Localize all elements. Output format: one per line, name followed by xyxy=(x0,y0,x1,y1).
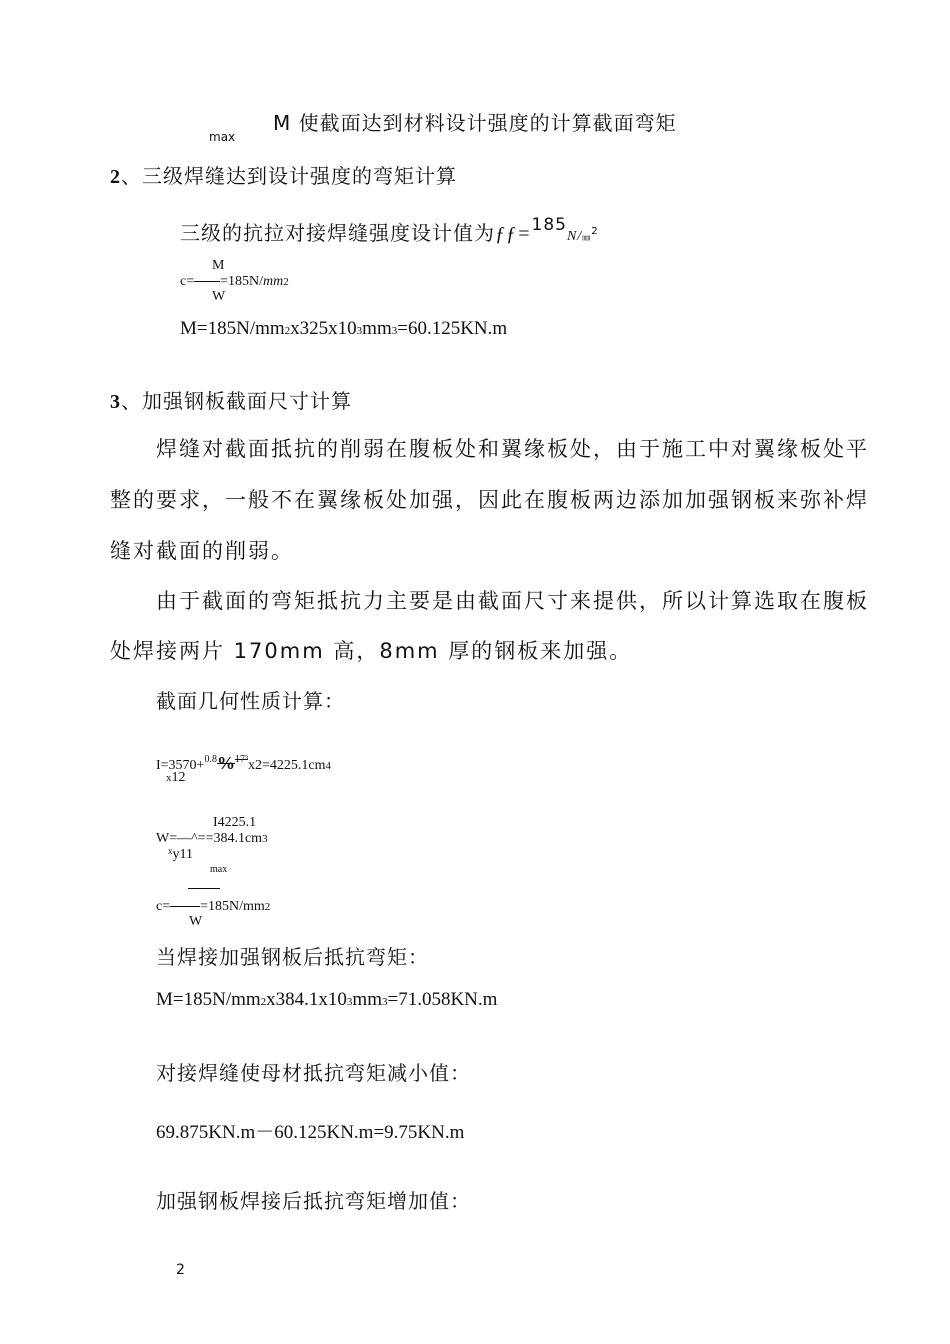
moment-1-g: =60.125KN.m xyxy=(397,318,508,339)
heading-3-number: 3 xyxy=(110,391,121,413)
moment-1-a: M=185N/mm xyxy=(180,318,285,339)
moment-2-a: M=185N/mm xyxy=(156,989,261,1010)
sigma2-exp: 2 xyxy=(264,901,271,913)
heading-3 xyxy=(110,385,352,414)
sigma2-line xyxy=(156,899,270,915)
sigma1-numerator: M xyxy=(212,258,225,273)
sigma2-overline xyxy=(188,888,220,889)
sigma1-denominator: W xyxy=(212,289,226,304)
paragraph-1-line-3: 缝对截面的削弱。 xyxy=(110,539,294,563)
w-max: max xyxy=(210,864,228,875)
sigma1-left: c= xyxy=(180,274,195,289)
design-value-text: 三级的抗拉对接焊缝强度设计值为 xyxy=(180,221,495,245)
ix-den: 12 xyxy=(171,770,186,785)
sigma1-fraction-bar xyxy=(194,281,220,282)
sigma1-right: =185N/ xyxy=(220,274,264,289)
heading-2-text: 、三级焊缝达到设计强度的弯矩计算 xyxy=(121,164,457,188)
moment-1-b: 2 xyxy=(284,325,291,337)
sigma2-fraction-bar xyxy=(170,906,200,907)
section-properties-heading: 截面几何性质计算： xyxy=(156,689,345,713)
moment-1-d: 3 xyxy=(356,325,363,337)
increase-heading: 加强钢板焊接后抵抗弯矩增加值： xyxy=(156,1189,471,1213)
heading-2-number: 2 xyxy=(110,166,121,188)
sigma1-unit: mm xyxy=(263,274,284,289)
moment-2-d: 3 xyxy=(346,996,353,1008)
moment-1-line xyxy=(180,318,507,340)
moment-2-line xyxy=(156,989,497,1011)
sigma2-denominator: W xyxy=(189,914,203,929)
moment-2-g: =71.058KN.m xyxy=(387,989,498,1010)
paragraph-2-line-1: 由于截面的弯矩抵抗力主要是由截面尺寸来提供，所以计算选取在腹板 xyxy=(156,589,869,613)
design-value-symbol: ƒƒ= xyxy=(495,223,532,245)
after-reinforcement-heading: 当焊接加强钢板后抵抗弯矩： xyxy=(156,945,429,969)
difference-formula: 69.875KN.m－60.125KN.m=9.75KN.m xyxy=(156,1122,465,1143)
design-value-number: 185 xyxy=(531,215,567,235)
ix-f: 4 xyxy=(325,760,331,772)
mmax-subscript: max xyxy=(209,130,236,144)
moment-2-b: 2 xyxy=(260,996,267,1008)
moment-2-c: x384.1x10 xyxy=(266,989,347,1010)
w-den: y11 xyxy=(172,847,193,862)
w-left: W=—^==384.1cm xyxy=(156,831,263,846)
ix-denominator-line xyxy=(166,770,186,786)
paragraph-2-line-2: 处焊接两片 170mm 高，8mm 厚的钢板来加强。 xyxy=(110,639,633,663)
ix-c: % xyxy=(216,753,235,773)
w-denominator-line xyxy=(168,847,193,863)
ix-b: 0.8 xyxy=(204,754,217,765)
ix-a: I=3570+ xyxy=(156,758,205,773)
heading-2 xyxy=(110,160,457,189)
sigma1-unit-exp: 2 xyxy=(283,276,289,288)
moment-1-c: x325x10 xyxy=(290,318,357,339)
paragraph-1-line-2: 整的要求，一般不在翼缘板处加强，因此在腹板两边添加加强钢板来弥补焊 xyxy=(110,488,869,512)
w-numerator: I4225.1 xyxy=(213,815,257,830)
mmax-definition: M 使截面达到材料设计强度的计算截面弯矩 xyxy=(273,111,677,135)
moment-1-e: mm xyxy=(362,318,392,339)
moment-2-e: mm xyxy=(352,989,382,1010)
sigma1-line xyxy=(180,274,289,290)
design-value-unit-exp: 2 xyxy=(591,226,599,237)
w-sub-x: x xyxy=(168,846,173,856)
w-formula xyxy=(156,831,268,847)
ix-e: x2=4225.1cm xyxy=(247,758,326,773)
paragraph-1-line-1: 焊缝对截面抵抗的削弱在腹板处和翼缘板处，由于施工中对翼缘板处平 xyxy=(156,437,869,461)
w-exp: 3 xyxy=(262,833,268,845)
heading-3-text: 、加强钢板截面尺寸计算 xyxy=(121,389,352,413)
page-number: 2 xyxy=(176,1262,185,1278)
reduction-heading: 对接焊缝使母材抵抗弯矩减小值： xyxy=(156,1061,471,1085)
design-value-line xyxy=(180,217,599,246)
ix-d: 17³ xyxy=(234,754,248,765)
sigma2-left: c= xyxy=(156,899,171,914)
design-value-unit: N/ xyxy=(566,229,583,244)
design-value-unit-small: ㎜ xyxy=(582,233,592,242)
sigma2-right: =185N/mm xyxy=(200,899,265,914)
moment-1-f: 3 xyxy=(391,325,398,337)
ix-sub: x xyxy=(166,772,172,784)
moment-2-f: 3 xyxy=(381,996,388,1008)
